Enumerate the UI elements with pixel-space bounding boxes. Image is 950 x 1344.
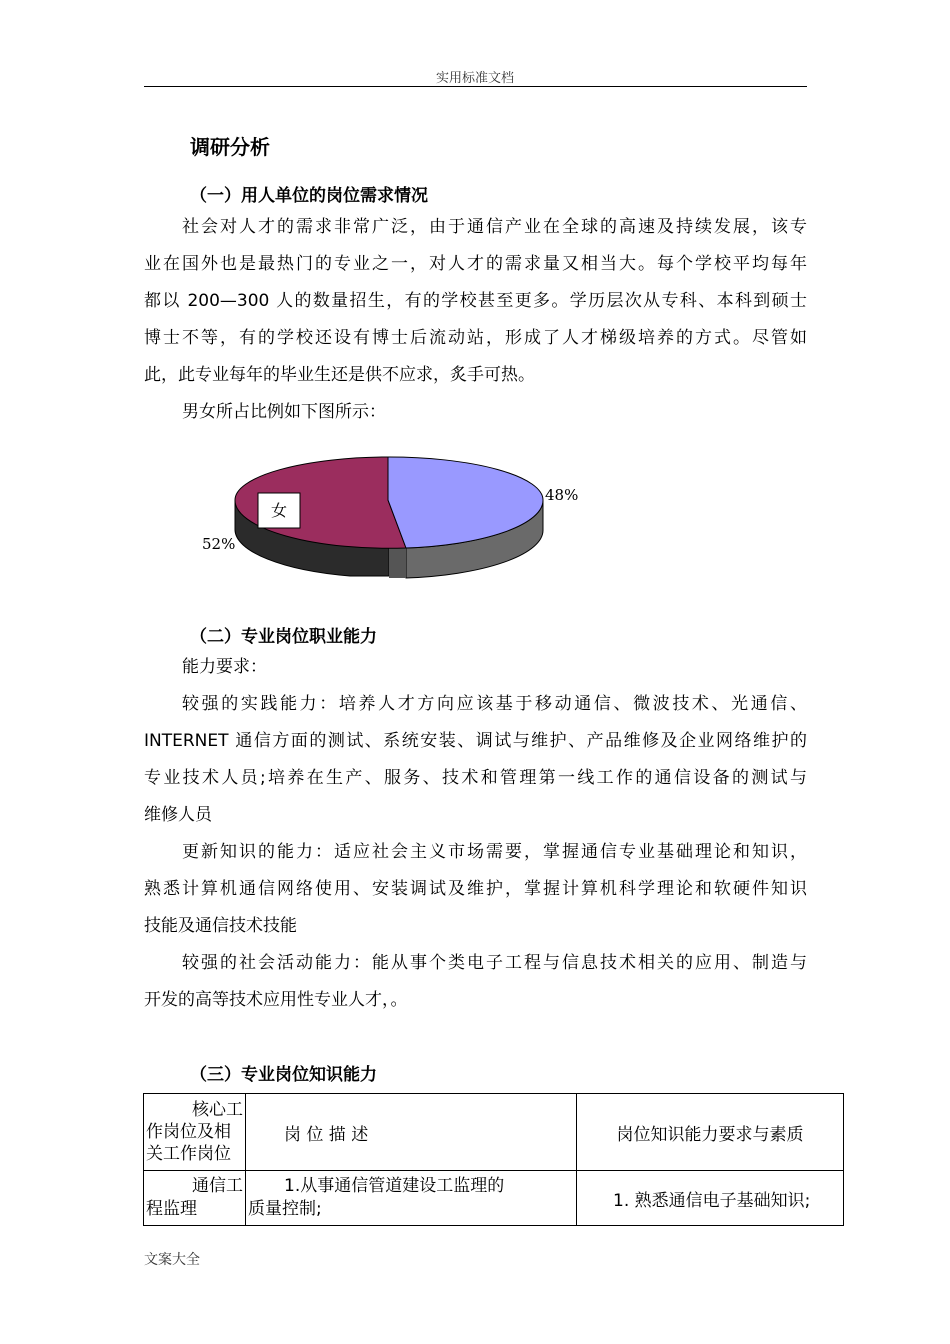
paragraph-line: INTERNET 通信方面的测试、系统安装、调试与维护、产品维修及企业网络维护的 [144,731,807,751]
chart-intro: 男女所占比例如下图所示： [182,402,386,422]
data-label-male: 48% [545,486,579,504]
job-table [143,1093,844,1226]
paragraph-line: 此，此专业每年的毕业生还是供不应求，炙手可热。 [144,365,535,385]
table-cell [144,1171,246,1226]
table-header-cell [144,1094,246,1171]
header-rule [144,86,807,87]
paragraph-line: 较强的社会活动能力：能从事个类电子工程与信息技术相关的应用、制造与 [182,953,807,973]
table-header-cell: 岗位知识能力要求与素质 [577,1094,844,1171]
gender-pie-chart [190,445,610,595]
paragraph-line: 技能及通信技术技能 [144,916,297,936]
data-label-female: 52% [202,535,236,553]
paragraph-line: 业在国外也是最热门的专业之一，对人才的需求量又相当大。每个学校平均每年 [144,254,807,274]
section-title: 调研分析 [190,135,270,159]
paragraph-line: 社会对人才的需求非常广泛，由于通信产业在全球的高速及持续发展，该专 [182,217,807,237]
page-header: 实用标准文档 [435,71,514,86]
paragraph-line: 维修人员 [144,805,212,825]
cell-text-line: 程监理 [146,1199,197,1219]
paragraph-line: 较强的实践能力：培养人才方向应该基于移动通信、微波技术、光通信、 [182,694,807,714]
table-row [144,1171,844,1226]
cell-text-line: 通信工 [192,1176,243,1196]
paragraph-line: 开发的高等技术应用性专业人才，。 [144,990,408,1010]
paragraph-line: 博士不等，有的学校还设有博士后流动站，形成了人才梯级培养的方式。尽管如 [144,328,807,348]
paragraph-line: 更新知识的能力：适应社会主义市场需要，掌握通信专业基础理论和知识， [182,842,807,862]
paragraph-line: 熟悉计算机通信网络使用、安装调试及维护，掌握计算机科学理论和软硬件知识 [144,879,807,899]
table-header-cell: 岗 位 描 述 [246,1094,577,1171]
heading-knowledge: （三）专业岗位知识能力 [190,1065,377,1085]
table-header-row [144,1094,844,1171]
heading-demand: （一）用人单位的岗位需求情况 [190,186,428,206]
legend-label-female: 女 [270,501,288,520]
ability-intro: 能力要求： [182,657,267,677]
cell-text-line: 核心工 [192,1100,243,1120]
cell-text-line: 1.从事通信管道建设工监理的 [284,1176,505,1196]
table-cell [246,1171,577,1226]
cell-text-line: 关工作岗位 [146,1144,231,1164]
paragraph-line: 都以 200—300 人的数量招生，有的学校甚至更多。学历层次从专科、本科到硕士 [144,291,807,311]
pie-side-gap [389,546,406,578]
heading-ability: （二）专业岗位职业能力 [190,627,377,647]
paragraph-line: 专业技术人员;培养在生产、服务、技术和管理第一线工作的通信设备的测试与 [144,768,807,788]
cell-text-line: 质量控制; [248,1199,322,1219]
cell-text-line: 作岗位及相 [146,1122,231,1142]
page-footer: 文案大全 [144,1252,200,1268]
table-cell: 1. 熟悉通信电子基础知识; [577,1171,844,1226]
